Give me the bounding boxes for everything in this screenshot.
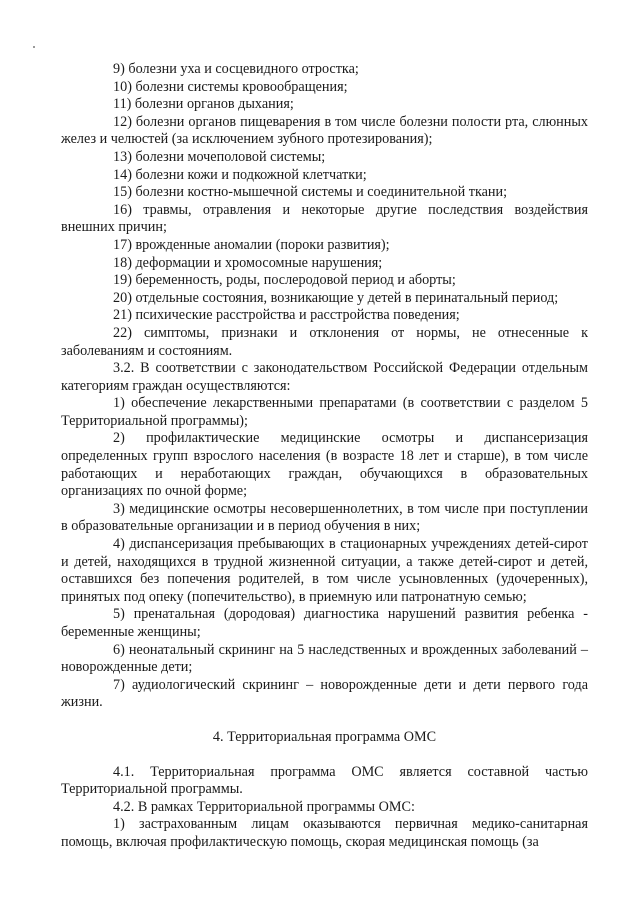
list-item: 3) медицинские осмотры несовершеннолетних, в том числе при поступлении в образовательные организации и в период обучения в них; (61, 500, 588, 535)
section-4-2-intro: 4.2. В рамках Территориальной программы ОМС: (113, 798, 415, 815)
list-item: 15) болезни костно-мышечной системы и соединительной ткани; (113, 184, 508, 201)
list-item: 21) психические расстройства и расстройства поведения; (113, 307, 460, 324)
spacer (61, 747, 588, 764)
list-item: 14) болезни кожи и подкожной клетчатки; (113, 166, 367, 183)
list-item: 12) болезни органов пищеварения в том числе болезни полости рта, слюнных желез и челюстей (за исключением зубного протезирования); (61, 113, 588, 148)
list-item: 4) диспансеризация пребывающих в стационарных учреждениях детей-сирот и детей, находящихся в трудной жизненной ситуации, а также детей-сирот и детей, оставшихся без попечения родителей, в том числе усыновленных (удочеренных), принятых под опеку (попечительство), в приемную или патронатную семью; (61, 536, 588, 605)
list-item: 1) застрахованным лицам оказываются первичная медико-санитарная помощь, включая профилактическую помощь, скорая медицинская помощь (за (61, 816, 588, 850)
list-item: 6) неонатальный скрининг на 5 наследственных и врожденных заболеваний – новорожденные дети; (61, 641, 588, 676)
list-item: 17) врожденные аномалии (пороки развития); (113, 236, 390, 253)
section-4-1-paragraph: 4.1. Территориальная программа ОМС является составной частью Территориальной программы. (61, 763, 588, 798)
list-item: 11) болезни органов дыхания; (113, 96, 294, 113)
scan-speck (33, 46, 35, 48)
document-body (61, 61, 588, 852)
list-item: 22) симптомы, признаки и отклонения от нормы, не отнесенные к заболеваниям и состояниям. (61, 324, 588, 359)
section-3-2-intro: 3.2. В соответствии с законодательством Российской Федерации отдельным категориям граждан осуществляются: (61, 360, 588, 394)
list-item: 2) профилактические медицинские осмотры и диспансеризация определенных групп взрослого населения (в возрасте 18 лет и старше), в том числе работающих и неработающих граждан, обучающихся в образовательных организациях по очной форме; (61, 430, 588, 500)
list-item: 16) травмы, отравления и некоторые другие последствия воздействия внешних причин; (61, 201, 588, 236)
list-item: 13) болезни мочеполовой системы; (113, 148, 326, 165)
list-item: 1) обеспечение лекарственными препаратами (в соответствии с разделом 5 Территориальной программы); (61, 395, 588, 429)
list-item: 19) беременность, роды, послеродовой период и аборты; (113, 272, 456, 289)
list-item: 5) пренатальная (дородовая) диагностика нарушений развития ребенка - беременные женщины; (61, 606, 588, 640)
list-item: 9) болезни уха и сосцевидного отростка; (113, 61, 359, 77)
list-item: 20) отдельные состояния, возникающие у детей в перинатальный период; (113, 289, 559, 306)
list-item: 10) болезни системы кровообращения; (113, 78, 348, 95)
section-4-heading: 4. Территориальная программа ОМС (212, 728, 437, 745)
spacer (61, 712, 588, 729)
list-item: 18) деформации и хромосомные нарушения; (113, 254, 383, 271)
list-item: 7) аудиологический скрининг – новорожденные дети и дети первого года жизни. (61, 676, 588, 711)
